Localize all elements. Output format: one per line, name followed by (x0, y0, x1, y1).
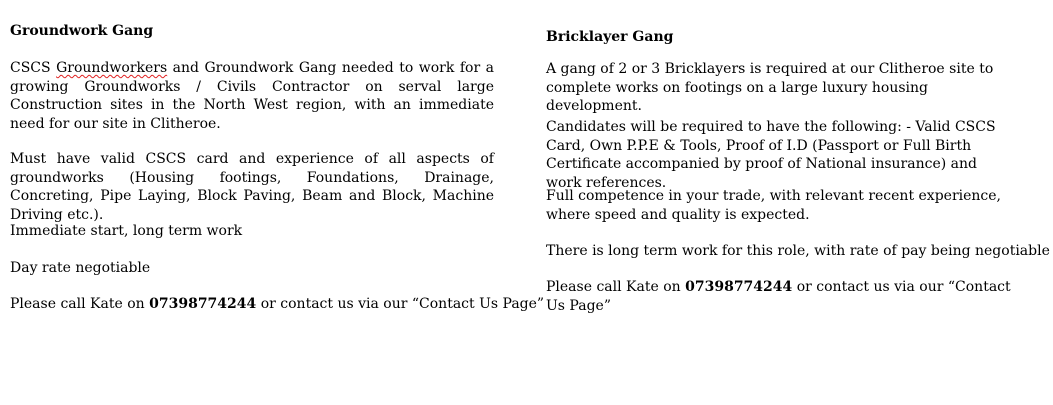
groundwork-contact-after: or contact us via our “Contact Us Page” (256, 296, 545, 312)
bricklayer-gang-title: Bricklayer Gang (546, 29, 674, 45)
groundwork-contact (10, 295, 544, 314)
groundwork-requirements: Must have valid CSCS card and experience of all aspects of groundworks (Housing footings, Foundations, Drainage, Concreting, Pipe Laying, Block Paving, Beam and Block, Machine Driving etc.). (10, 151, 494, 223)
bricklayer-phone-number: 07398774244 (685, 279, 793, 295)
spelling-error-word[interactable]: Groundworkers (56, 60, 168, 76)
bricklayer-requirements: Candidates will be required to have the following: - Valid CSCS Card, Own P.P.E & Tools, Proof of I.D (Passport or Full Birth Certificate accompanied by proof of National insurance) and work references. (546, 119, 996, 191)
bricklayer-contact-before: Please call Kate on (546, 279, 686, 295)
groundwork-intro (10, 59, 494, 133)
bricklayer-intro: A gang of 2 or 3 Bricklayers is required at our Clitheroe site to complete works on footings on a large luxury housing development. (546, 61, 994, 114)
bricklayer-pay: There is long term work for this role, with rate of pay being negotiable (546, 243, 1050, 259)
groundwork-gang-title: Groundwork Gang (10, 23, 154, 39)
groundwork-intro-lead: CSCS (10, 60, 57, 76)
groundwork-intro-rest: and Groundwork Gang needed to work for a growing Groundworks / Civils Contractor on serval large Construction sites in the North West region, with an immediate need for our site in Clitheroe. (10, 60, 494, 132)
bricklayer-contact (546, 278, 1016, 315)
groundwork-phone-number: 07398774244 (149, 296, 257, 312)
groundwork-start: Immediate start, long term work (10, 223, 243, 239)
groundwork-rate: Day rate negotiable (10, 260, 151, 276)
bricklayer-contact-after: or contact us via our “Contact Us Page” (546, 279, 1011, 314)
groundwork-contact-before: Please call Kate on (10, 296, 150, 312)
bricklayer-competence: Full competence in your trade, with relevant recent experience, where speed and quality is expected. (546, 188, 1001, 223)
